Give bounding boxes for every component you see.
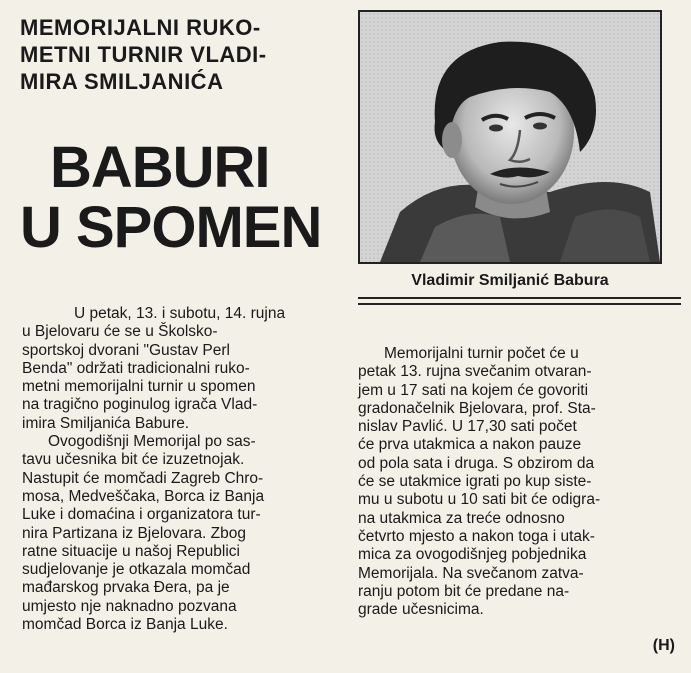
kicker-line: MEMORIJALNI RUKO-	[20, 15, 261, 40]
text-line: od pola sata i druga. S obzirom da	[358, 454, 595, 472]
text-line: sudjelovanje je otkazala momčad	[22, 561, 251, 579]
portrait-photo	[358, 10, 662, 264]
text-line: će prva utakmica a nakon pauze	[358, 436, 582, 454]
portrait-illustration	[360, 12, 660, 262]
article-column-left	[22, 305, 340, 634]
divider-rule	[358, 303, 681, 305]
text-line: mađarskog prvaka Đera, pa je	[22, 579, 230, 597]
text-line: na utakmica za treće odnosno	[358, 509, 565, 527]
text-line: nislav Pavlić. U 17,30 sati počet	[358, 418, 577, 436]
text-line: mica za ovogodišnjeg pobjednika	[358, 546, 587, 564]
photo-caption: Vladimir Smiljanić Babura	[411, 272, 609, 289]
text-line: Memorijala. Na svečanom zatva-	[358, 564, 584, 582]
kicker-title	[20, 14, 340, 95]
text-line: grade učesnicima.	[358, 601, 484, 619]
headline-line: U SPOMEN	[20, 195, 322, 260]
text-line: Ovogodišnji Memorijal po sas-	[48, 433, 256, 451]
divider-rule	[358, 297, 681, 299]
headline-line: BABURI	[50, 135, 270, 200]
text-line: Luke i domaćina i organizatora tur-	[22, 506, 261, 524]
text-line: nira Partizana iz Bjelovara. Zbog	[22, 524, 247, 542]
text-line: mosa, Medveščaka, Borca iz Banja	[22, 487, 265, 505]
text-line: petak 13. rujna svečanim otvaran-	[358, 363, 592, 381]
text-line: Memorijalni turnir počet će u	[384, 345, 579, 362]
text-line: jem u 17 sati na kojem će govoriti	[358, 381, 589, 399]
text-line: metni memorijalni turnir u spomen	[22, 378, 256, 396]
text-line: ranju potom bit će predane na-	[358, 582, 570, 600]
text-line: će se utakmice igrati po kup siste-	[358, 473, 592, 491]
text-line: umjesto nje naknadno pozvana	[22, 597, 237, 615]
text-line: sportskoj dvorani "Gustav Perl	[22, 341, 230, 359]
text-line: U petak, 13. i subotu, 14. rujna	[74, 305, 286, 322]
text-line: momčad Borca iz Banja Luke.	[22, 616, 228, 634]
text-line: Benda" održati tradicionalni ruko-	[22, 359, 250, 377]
text-line: tavu učesnika bit će izuzetnojak.	[22, 451, 245, 469]
text-line: ratne situacije u našoj Republici	[22, 542, 240, 560]
kicker-line: MIRA SMILJANIĆA	[20, 69, 224, 94]
article-column-right	[358, 345, 680, 619]
text-line: gradonačelnik Bjelovara, prof. Sta-	[358, 399, 596, 417]
text-line: Nastupit će momčadi Zagreb Chro-	[22, 469, 264, 487]
text-line: imira Smiljanića Babure.	[22, 414, 190, 432]
headline	[20, 135, 340, 260]
text-line: na tragično poginulog igrača Vlad-	[22, 396, 258, 414]
text-line: četvrto mjesto a nakon toga i utak-	[358, 527, 595, 545]
text-line: mu u subotu u 10 sati bit će odigra-	[358, 491, 601, 509]
author-signature: (H)	[652, 637, 675, 654]
kicker-line: METNI TURNIR VLADI-	[20, 42, 267, 67]
text-line: u Bjelovaru će se u Školsko-	[22, 323, 218, 341]
